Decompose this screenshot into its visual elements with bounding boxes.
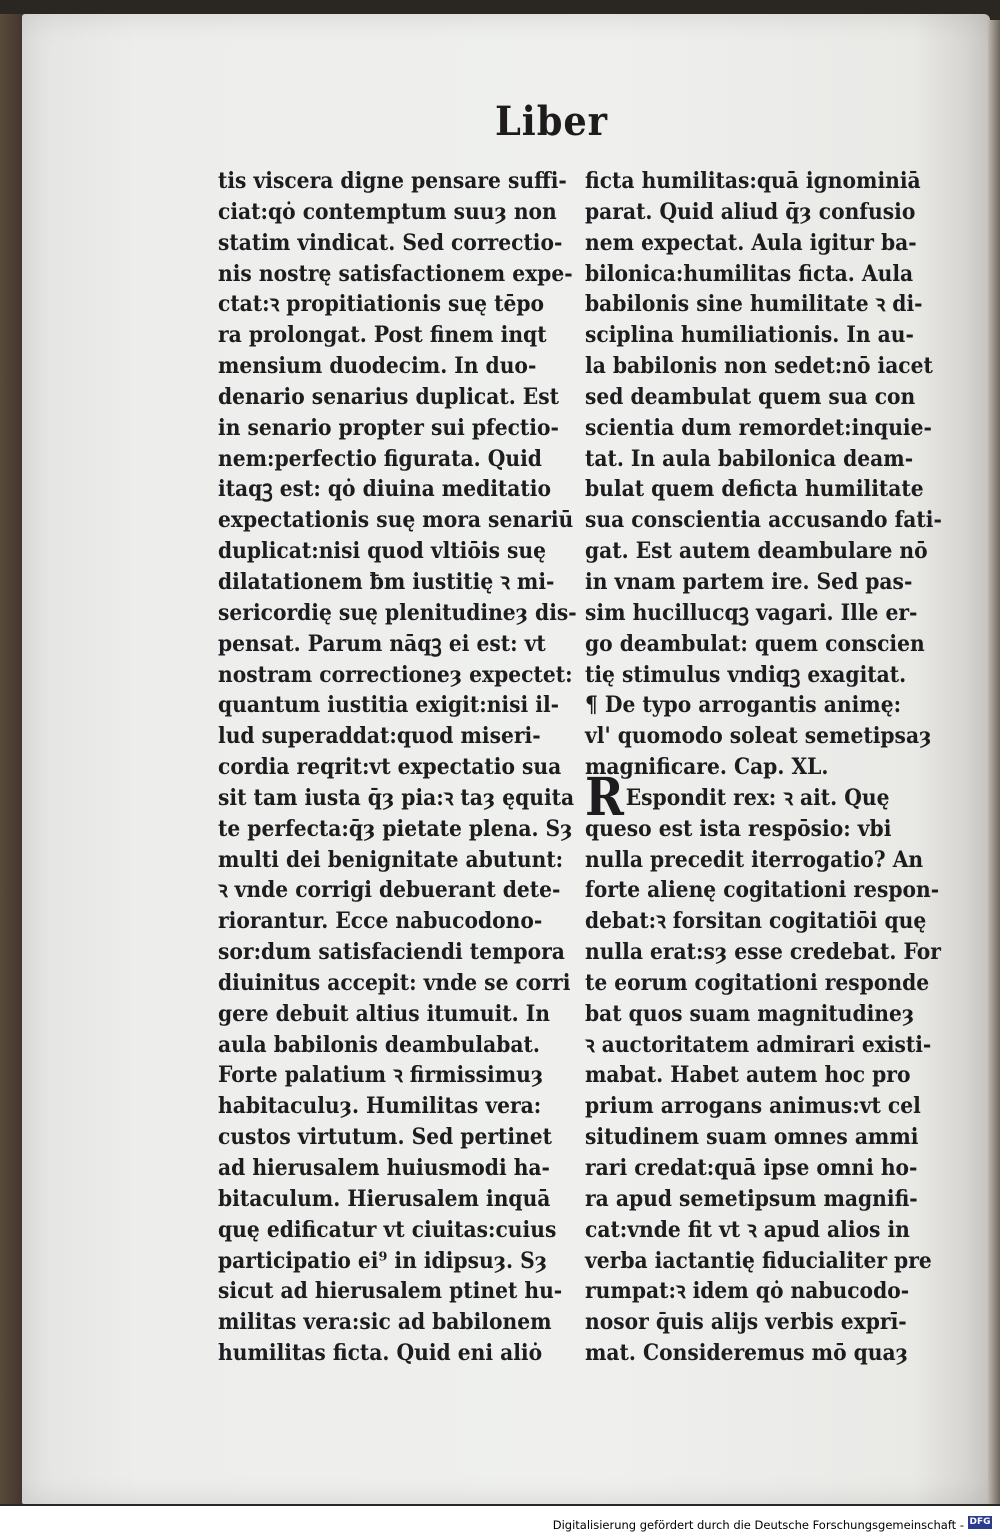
text-line: bulat quem deficta humilitate [585, 476, 924, 503]
text-line: ad hierusalem huiusmodi ha- [218, 1155, 550, 1181]
text-line: cordia reqrit:vt expectatio sua [218, 754, 562, 781]
text-line: Forte palatium ꝛ firmissimuȝ [218, 1062, 544, 1089]
text-line: sciplina humiliationis. In au- [585, 322, 914, 349]
text-line: te perfecta:q̄ȝ pietate plena. Sȝ [218, 815, 573, 842]
text-line: tis viscera digne pensare suffi- [218, 168, 567, 194]
text-line: nulla erat:sȝ esse credebat. For [585, 939, 941, 966]
text-line: statim vindicat. Sed correctio- [218, 229, 563, 256]
text-line: sed deambulat quem sua con [585, 383, 916, 410]
text-line: in senario propter sui pfectio- [218, 414, 559, 441]
text-line: nulla precedit iterrogatio? An [585, 846, 924, 873]
text-line: sor:dum satisfaciendi tempora [218, 939, 565, 966]
text-line: mabat. Habet autem hoc pro [585, 1062, 911, 1089]
text-line: tat. In aula babilonica deam- [585, 445, 914, 472]
text-line: custos virtutum. Sed pertinet [218, 1124, 553, 1151]
text-column-right [585, 166, 942, 1369]
text-line: sicut ad hierusalem ptinet hu- [218, 1278, 563, 1305]
text-line: verba iactantię fiducialiter pre [585, 1247, 932, 1274]
page-edge [988, 20, 1000, 1504]
text-line: situdinem suam omnes ammi [585, 1124, 919, 1151]
text-line: gat. Est autem deambulare nō [585, 538, 928, 565]
text-line: nem expectat. Aula igitur ba- [585, 229, 917, 256]
text-line: queso est ista respōsio: vbi [585, 815, 892, 842]
text-line: sua conscientia accusando fati- [585, 507, 942, 534]
running-head: Liber [495, 98, 608, 145]
text-line: tię stimulus vndiqꝫ exagitat. [585, 661, 907, 688]
text-line: aula babilonis deambulabat. [218, 1031, 540, 1058]
text-line: in vnam partem ire. Sed pas- [585, 568, 913, 595]
text-line: bitaculum. Hierusalem inquā [218, 1185, 551, 1212]
text-line: magnificare. Cap. XL. [585, 754, 829, 781]
text-line: la babilonis non sedet:nō iacet [585, 353, 933, 380]
text-line: nis nostrę satisfactionem expe- [218, 260, 573, 287]
text-line: dilatationem ƀm iustitię ꝛ mi- [218, 568, 555, 595]
text-line: participatio ei⁹ in idipsuȝ. Sȝ [218, 1247, 548, 1274]
text-line: ꝛ vnde corrigi debuerant dete- [218, 877, 561, 904]
text-line: ꝛ auctoritatem admirari existi- [585, 1031, 932, 1058]
text-line: sit tam iusta q̄ȝ pia:ꝛ taȝ ęquita [218, 784, 575, 811]
text-line: duplicat:nisi quod vltiōis suę [218, 538, 547, 565]
text-line: habitaculuȝ. Humilitas vera: [218, 1093, 542, 1120]
text-line: riorantur. Ecce nabucodono- [218, 908, 543, 935]
text-line: gere debuit altius itumuit. In [218, 1000, 550, 1027]
text-line: cat:vnde fit vt ꝛ apud alios in [585, 1216, 910, 1243]
text-line: quantum iustitia exigit:nisi il- [218, 692, 560, 719]
text-line: multi dei benignitate abutunt: [218, 846, 564, 873]
text-line: debat:ꝛ forsitan cogitatiōi quę [585, 908, 927, 935]
text-line: go deambulat: quem conscien [585, 630, 925, 657]
text-line: rari credat:quā ipse omni ho- [585, 1155, 918, 1181]
text-line: scientia dum remordet:inquie- [585, 414, 932, 441]
text-line: te eorum cogitationi responde [585, 969, 930, 996]
text-line: denario senarius duplicat. Est [218, 383, 559, 410]
text-line: expectationis suę mora senariū [218, 507, 574, 534]
text-line: ctat:ꝛ propitiationis suę tēpo [218, 291, 545, 318]
text-column-left [218, 166, 577, 1369]
text-line: itaqꝫ est: qȯ diuina meditatio [218, 476, 551, 503]
text-line: ra apud semetipsum magnifi- [585, 1185, 918, 1212]
text-line: REspondit rex: ꝛ ait. Quę [585, 766, 890, 828]
text-line: babilonis sine humilitate ꝛ di- [585, 291, 923, 318]
text-line: diuinitus accepit: vnde se corri [218, 969, 571, 996]
text-line: sim hucillucqꝫ vagari. Ille er- [585, 599, 918, 626]
text-line: nostram correctioneȝ expectet: [218, 661, 573, 688]
text-line: mensium duodecim. In duo- [218, 353, 537, 380]
text-line: vl' quomodo soleat semetipsaȝ [585, 723, 932, 750]
text-line: ¶ De typo arrogantis animę: [585, 692, 902, 719]
text-line: rumpat:ꝛ idem qȯ nabucodo- [585, 1278, 910, 1305]
footer-credit: Digitalisierung gefördert durch die Deutsche Forschungsgemeinschaft - [552, 1518, 964, 1532]
text-line: ficta humilitas:quā ignominiā [585, 168, 921, 194]
text-line: pensat. Parum nāqꝫ ei est: vt [218, 630, 546, 657]
dfg-logo: DFG [969, 1517, 991, 1527]
text-line: sericordię suę plenitudineȝ dis- [218, 599, 577, 626]
text-line: ciat:qȯ contemptum suuȝ non [218, 198, 557, 225]
text-line: quę edificatur vt ciuitas:cuius [218, 1216, 557, 1243]
text-line: humilitas ficta. Quid eni aliȯ [218, 1340, 543, 1367]
text-line: nosor q̄uis alijs verbis exprī- [585, 1309, 907, 1336]
drop-capital: R [585, 766, 624, 828]
text-line: bat quos suam magnitudineȝ [585, 1000, 915, 1027]
text-line: bilonica:humilitas ficta. Aula [585, 260, 914, 287]
text-line: militas vera:sic ad babilonem [218, 1309, 552, 1336]
text-line: lud superaddat:quod miseri- [218, 723, 541, 750]
text-line: mat. Consideremus mō quaȝ [585, 1340, 908, 1367]
text-line: ra prolongat. Post finem inqt [218, 322, 547, 349]
text-line: parat. Quid aliud q̄ȝ confusio [585, 198, 916, 225]
text-line: prium arrogans animus:vt cel [585, 1093, 921, 1120]
text-line: forte alienę cogitationi respon- [585, 877, 940, 904]
text-line: nem:perfectio figurata. Quid [218, 445, 542, 472]
